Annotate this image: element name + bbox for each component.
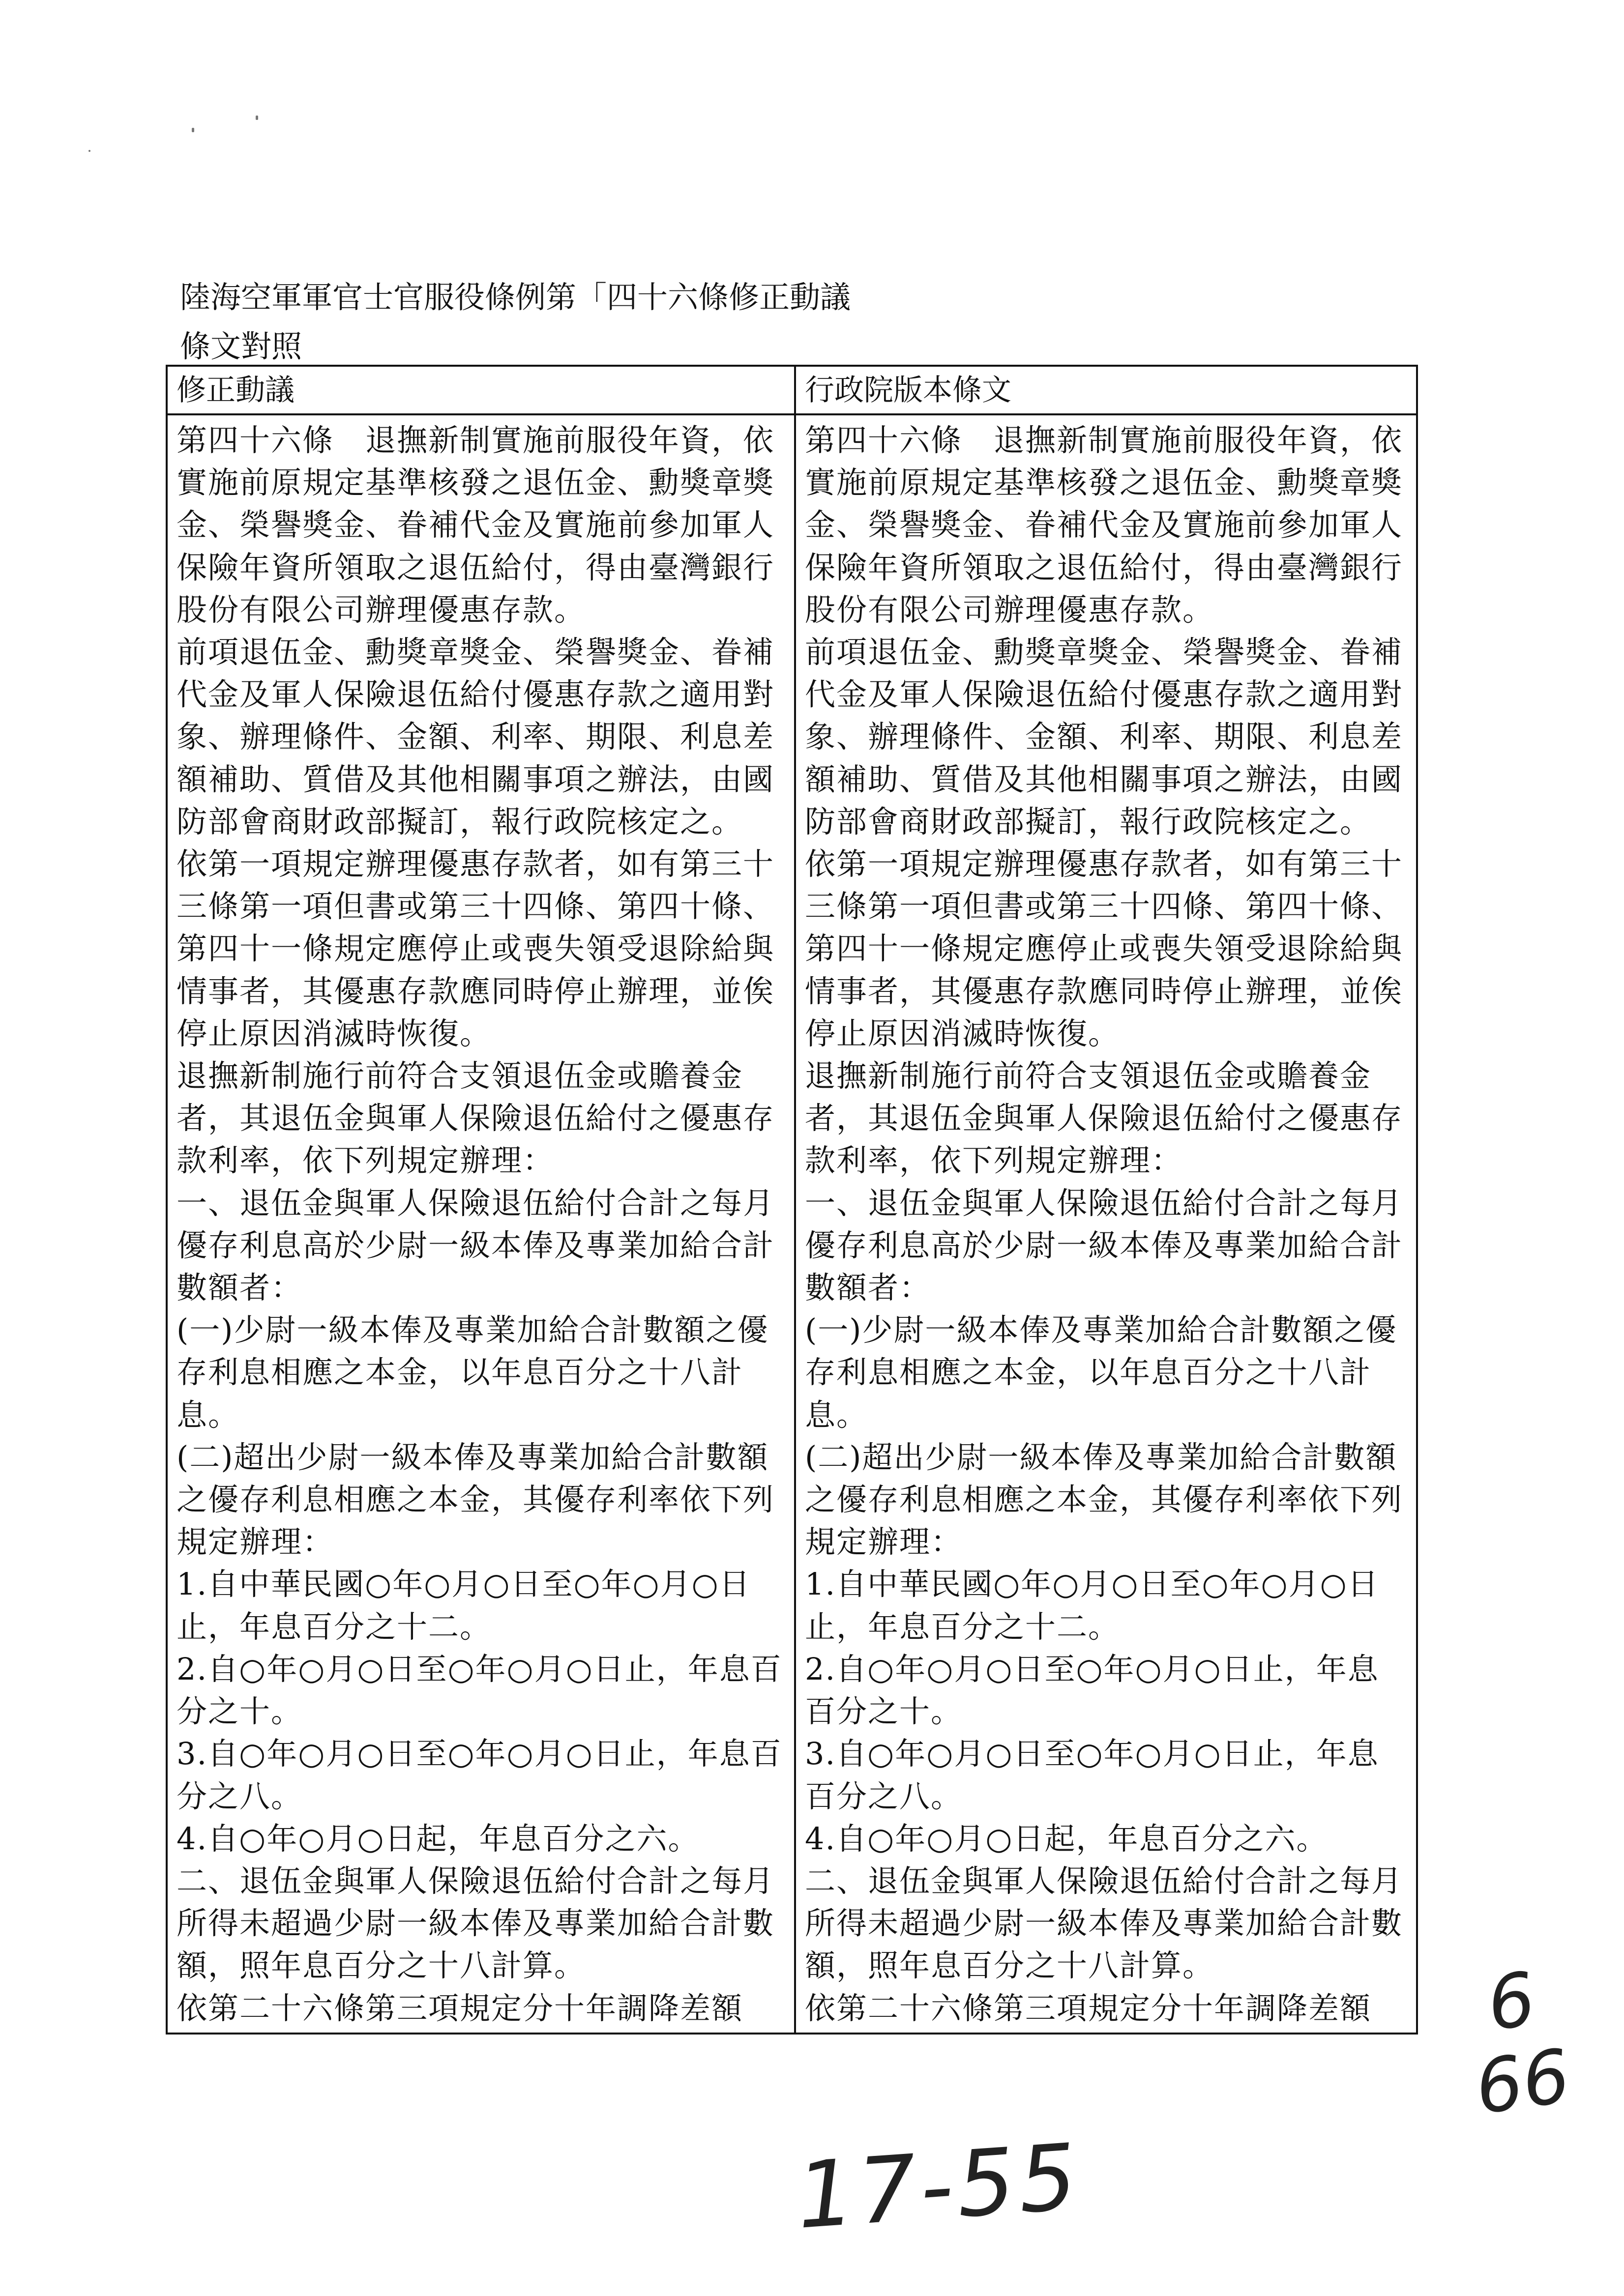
motion-paragraph: (二)超出少尉一級本俸及專業加給合計數額之優存利息相應之本金，其優存利率依下列規定辦理： xyxy=(177,1439,775,1560)
comparison-table xyxy=(166,365,1418,2034)
executive-paragraph: 一、退伍金與軍人保險退伍給付合計之每月優存利息高於少尉一級本俸及專業加給合計數額者： xyxy=(805,1185,1403,1306)
executive-paragraph: (二)超出少尉一級本俸及專業加給合計數額之優存利息相應之本金，其優存利率依下列規定辦理： xyxy=(805,1439,1403,1560)
executive-paragraph: 2.自○年○月○日至○年○月○日止，年息百分之十。 xyxy=(805,1651,1379,1730)
motion-paragraph: 依第二十六條第三項規定分十年調降差額 xyxy=(177,1990,743,2026)
motion-paragraph: 依第一項規定辦理優惠存款者，如有第三十三條第一項但書或第三十四條、第四十條、第四十一條規定應停止或喪失領受退除給與情事者，其優惠存款應同時停止辦理，並俟停止原因消滅時恢復。 xyxy=(177,846,775,1051)
executive-paragraph: 4.自○年○月○日起，年息百分之六。 xyxy=(805,1820,1328,1857)
motion-paragraph: (一)少尉一級本俸及專業加給合計數額之優存利息相應之本金，以年息百分之十八計息。 xyxy=(177,1312,769,1433)
document-subtitle: 條文對照 xyxy=(180,328,302,364)
table-header-row xyxy=(167,366,1417,414)
handwritten-side-note-top: 6 xyxy=(1482,1956,1541,2048)
executive-paragraph: 依第二十六條第三項規定分十年調降差額 xyxy=(805,1990,1372,2026)
handwritten-page-number: 17-55 xyxy=(793,2123,1084,2249)
motion-column-cell xyxy=(167,414,795,2034)
motion-paragraph: 1.自中華民國○年○月○日至○年○月○日止，年息百分之十二。 xyxy=(177,1566,751,1645)
document-title: 陸海空軍軍官士官服役條例第「四十六條修正動議 xyxy=(180,279,851,315)
motion-paragraph: 前項退伍金、勳獎章獎金、榮譽獎金、眷補代金及軍人保險退伍給付優惠存款之適用對象、辦理條件、金額、利率、期限、利息差額補助、質借及其他相關事項之辦法，由國防部會商財政部擬訂，報行政院核定之。 xyxy=(177,634,775,840)
motion-paragraph: 第四十六條 退撫新制實施前服役年資，依實施前原規定基準核發之退伍金、勳獎章獎金、榮譽獎金、眷補代金及實施前參加軍人保險年資所領取之退伍給付，得由臺灣銀行股份有限公司辦理優惠存款。 xyxy=(177,422,775,628)
executive-paragraph: 退撫新制施行前符合支領退伍金或贍養金者，其退伍金與軍人保險退伍給付之優惠存款利率，依下列規定辦理： xyxy=(805,1058,1403,1179)
executive-paragraph: 依第一項規定辦理優惠存款者，如有第三十三條第一項但書或第三十四條、第四十條、第四十一條規定應停止或喪失領受退除給與情事者，其優惠存款應同時停止辦理，並俟停止原因消滅時恢復。 xyxy=(805,846,1403,1051)
table-body-row xyxy=(167,414,1417,2034)
executive-paragraph: 前項退伍金、勳獎章獎金、榮譽獎金、眷補代金及軍人保險退伍給付優惠存款之適用對象、辦理條件、金額、利率、期限、利息差額補助、質借及其他相關事項之辦法，由國防部會商財政部擬訂，報行政院核定之。 xyxy=(805,634,1403,840)
motion-paragraph: 退撫新制施行前符合支領退伍金或贍養金者，其退伍金與軍人保險退伍給付之優惠存款利率，依下列規定辦理： xyxy=(177,1058,775,1179)
scan-speck xyxy=(256,116,258,120)
column-header-executive: 行政院版本條文 xyxy=(795,366,1417,414)
executive-paragraph: 1.自中華民國○年○月○日至○年○月○日止，年息百分之十二。 xyxy=(805,1566,1379,1645)
scan-speck xyxy=(89,150,90,152)
motion-paragraph: 二、退伍金與軍人保險退伍給付合計之每月所得未超過少尉一級本俸及專業加給合計數額，照年息百分之十八計算。 xyxy=(177,1862,775,1984)
motion-paragraph: 4.自○年○月○日起，年息百分之六。 xyxy=(177,1820,700,1857)
motion-paragraph: 3.自○年○月○日至○年○月○日止，年息百分之八。 xyxy=(177,1736,782,1814)
executive-paragraph: 第四十六條 退撫新制實施前服役年資，依實施前原規定基準核發之退伍金、勳獎章獎金、榮譽獎金、眷補代金及實施前參加軍人保險年資所領取之退伍給付，得由臺灣銀行股份有限公司辦理優惠存款。 xyxy=(805,422,1403,628)
motion-paragraph: 2.自○年○月○日至○年○月○日止，年息百分之十。 xyxy=(177,1651,782,1730)
motion-paragraph: 一、退伍金與軍人保險退伍給付合計之每月優存利息高於少尉一級本俸及專業加給合計數額者： xyxy=(177,1185,775,1306)
column-header-motion: 修正動議 xyxy=(167,366,795,414)
scan-speck xyxy=(192,128,194,132)
executive-paragraph: 二、退伍金與軍人保險退伍給付合計之每月所得未超過少尉一級本俸及專業加給合計數額，照年息百分之十八計算。 xyxy=(805,1862,1403,1984)
executive-paragraph: (一)少尉一級本俸及專業加給合計數額之優存利息相應之本金，以年息百分之十八計息。 xyxy=(805,1312,1397,1433)
handwritten-side-note xyxy=(1459,1955,1575,2129)
executive-paragraph: 3.自○年○月○日至○年○月○日止，年息百分之八。 xyxy=(805,1736,1379,1814)
executive-column-cell xyxy=(795,414,1417,2034)
handwritten-side-note-bottom: 66 xyxy=(1470,2033,1575,2131)
